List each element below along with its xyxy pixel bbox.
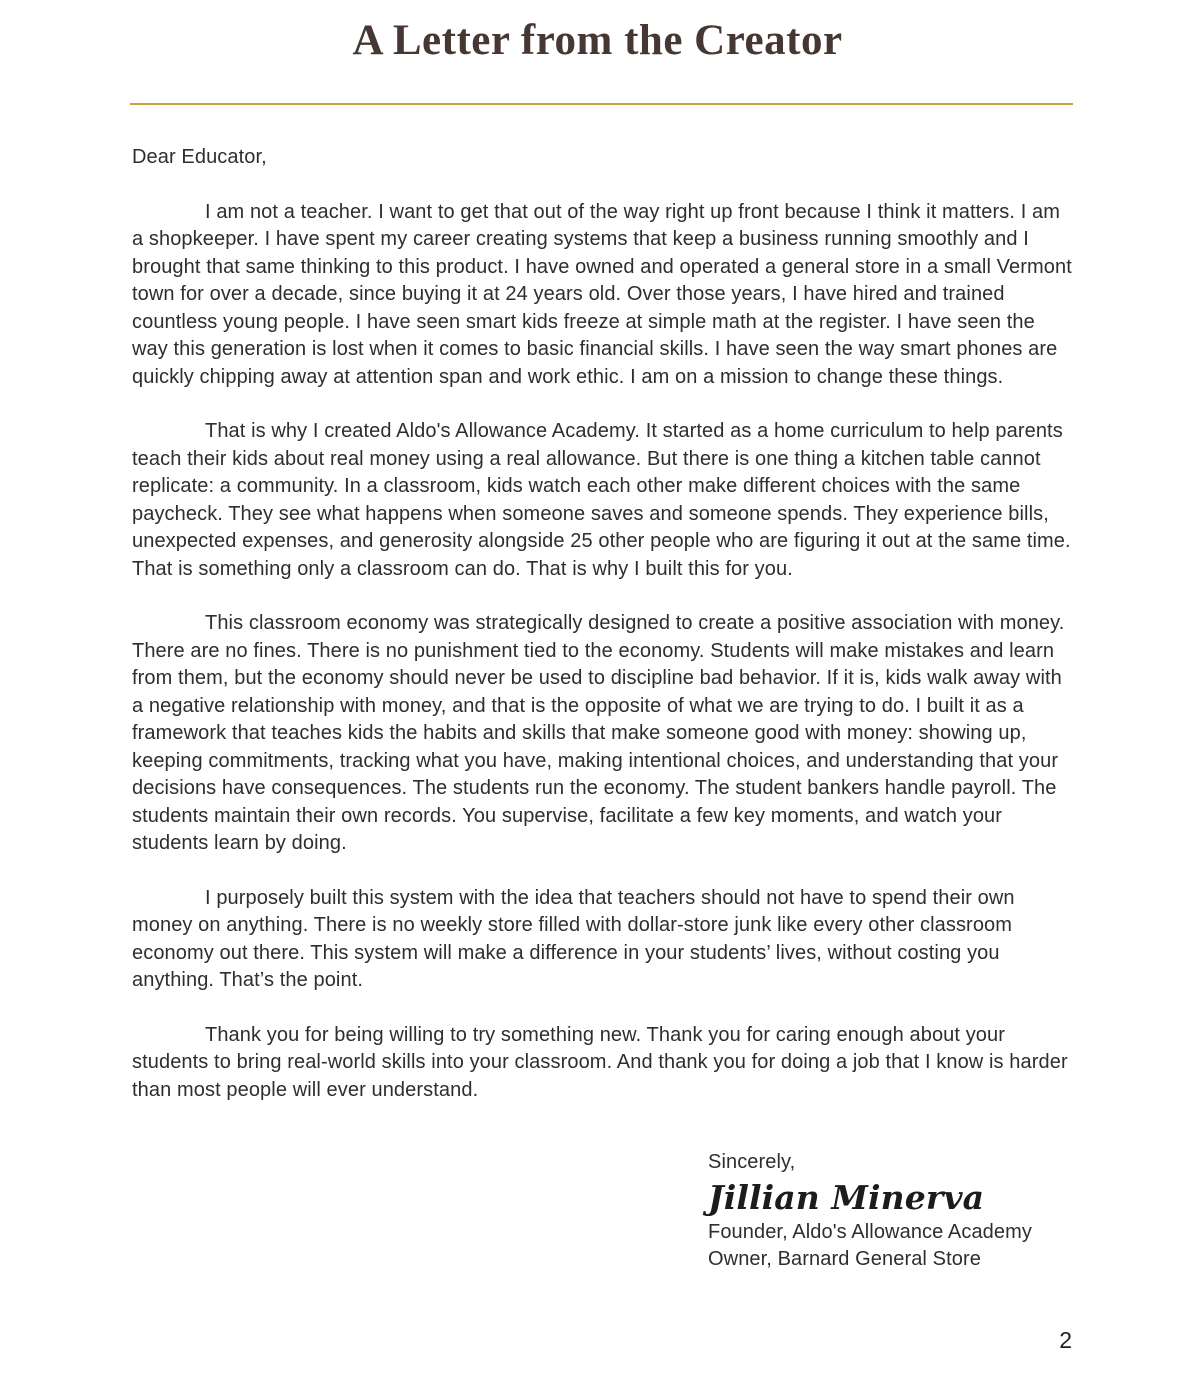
salutation: Dear Educator, <box>132 146 267 168</box>
signature-block <box>708 1149 1073 1274</box>
letter-paragraph-1: I am not a teacher. I want to get that out of the way right up front because I think it matters. I am a shopkeeper. I have spent my career creating systems that keep a business running smoothly and I brought that same thinking to this product. I have owned and operated a general store in a small Vermont town for over a decade, since buying it at 24 years old. Over those years, I have hired and trained countless young people. I have seen smart kids freeze at simple math at the register. I have seen the way this generation is lost when it comes to basic financial skills. I have seen the way smart phones are quickly chipping away at attention span and work ethic. I am on a mission to change these things. <box>132 200 1072 388</box>
page-title: A Letter from the Creator <box>352 17 843 64</box>
page-number: 2 <box>1059 1327 1072 1353</box>
letter-paragraph-5: Thank you for being willing to try something new. Thank you for caring enough about your students to bring real-world skills into your classroom. And thank you for doing a job that I know is harder than most people will ever understand. <box>132 1023 1068 1101</box>
signature-role-founder: Founder, Aldo's Allowance Academy <box>708 1220 1032 1243</box>
letter-paragraph-4: I purposely built this system with the idea that teachers should not have to spend their own money on anything. There is no weekly store filled with dollar-store junk like every other classroom economy out there. This system will make a difference in your students’ lives, without costing you anything. That’s the point. <box>132 886 1015 991</box>
letter-body <box>132 144 1073 1274</box>
signature-role-owner: Owner, Barnard General Store <box>708 1248 981 1270</box>
closing-line: Sincerely, <box>708 1151 796 1173</box>
letter-paragraph-2: That is why I created Aldo's Allowance Academy. It started as a home curriculum to help parents teach their kids about real money using a real allowance. But there is one thing a kitchen table cannot replicate: a community. In a classroom, kids watch each other make different choices with the same paycheck. They see what happens when someone saves and someone spends. They experience bills, unexpected expenses, and generosity alongside 25 other people who are figuring it out at the same time. That is something only a classroom can do. That is why I built this for you. <box>132 420 1071 580</box>
letter-paragraph-3: This classroom economy was strategically designed to create a positive association with money. There are no fines. There is no punishment tied to the economy. Students will make mistakes and learn from them, but the economy should never be used to discipline bad behavior. If it is, kids walk away with a negative relationship with money, and that is the opposite of what we are trying to do. I built it as a framework that teaches kids the habits and skills that make someone good with money: showing up, keeping commitments, tracking what you have, making intentional choices, and understanding that your decisions have consequences. The students run the economy. The student bankers handle payroll. The students maintain their own records. You supervise, facilitate a few key moments, and watch your students learn by doing. <box>132 612 1065 854</box>
gold-divider <box>130 103 1073 105</box>
signature-name: Jillian Minerva <box>708 1177 985 1217</box>
